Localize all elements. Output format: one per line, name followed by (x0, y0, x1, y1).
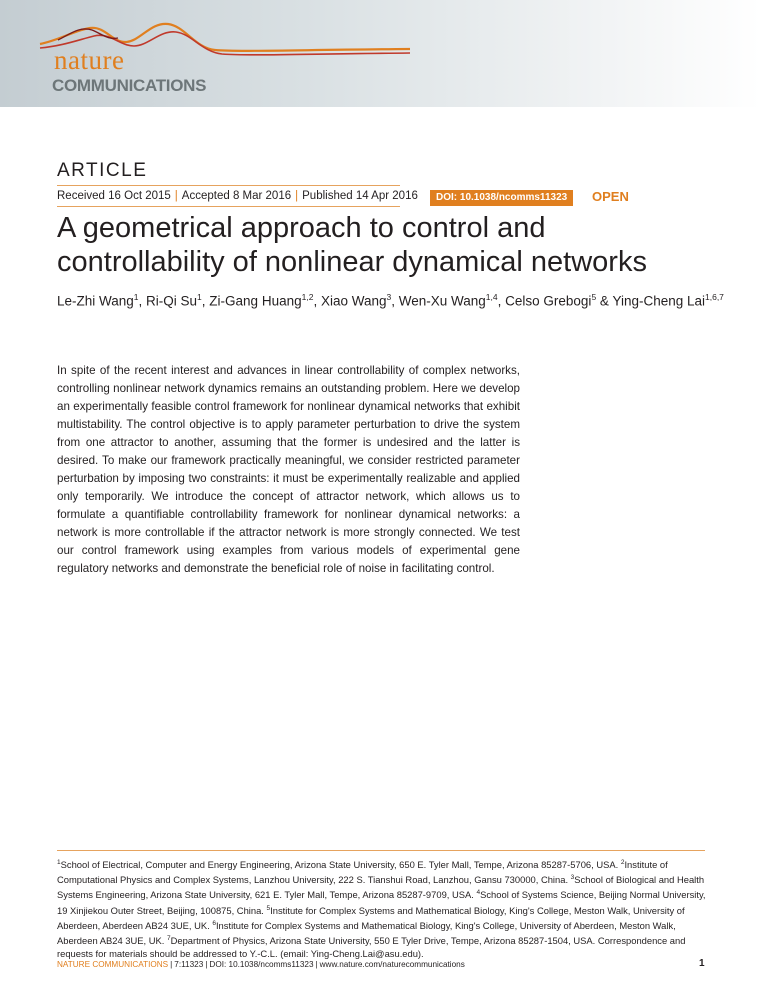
open-access-label: OPEN (592, 189, 629, 204)
footer-journal-name: NATURE COMMUNICATIONS (57, 960, 169, 969)
date-separator: | (295, 190, 299, 202)
published-date: Published 14 Apr 2016 (302, 190, 418, 202)
author-affiliation-marker: 1 (197, 292, 202, 302)
dates-divider-bottom (57, 206, 400, 207)
author-name: Wen-Xu Wang (398, 293, 486, 309)
footer-separator: | (170, 960, 173, 969)
footer-citation: 7:11323 (174, 960, 204, 969)
affiliation-text: School of Biological and Health Systems Engineering, Arizona State University, 621 E. Tyler Mall, Tempe, Arizona 85287-9709, USA. (57, 874, 705, 901)
author-separator: , (391, 293, 399, 309)
affiliation-text: Institute of Computational Physics and Complex Systems, Lanzhou University, 222 S. Tianshui Road, Lanzhou, Gansu 730000, China. (57, 859, 668, 886)
affiliation-number: 6 (212, 919, 216, 927)
author-separator: , (138, 293, 147, 309)
doi-badge[interactable]: DOI: 10.1038/ncomms11323 (430, 190, 573, 206)
page-number: 1 (699, 958, 705, 969)
journal-logo-communications: COMMUNICATIONS (52, 76, 207, 95)
article-type-label: ARTICLE (57, 160, 148, 181)
affiliation-text: Department of Physics, Arizona State University, 550 E Tyler Drive, Tempe, Arizona 85287-1504, USA. (170, 935, 596, 947)
page-footer (57, 960, 465, 969)
affiliations (57, 856, 709, 960)
affiliation-number: 3 (570, 874, 575, 882)
affiliation-number: 7 (166, 935, 171, 943)
footer-separator: | (315, 960, 318, 969)
journal-header-band (0, 0, 761, 107)
author-affiliation-marker: 5 (591, 292, 597, 302)
author-name: Le-Zhi Wang (57, 293, 134, 309)
footer-separator: | (205, 960, 208, 969)
date-separator: | (174, 190, 178, 202)
author-affiliation-marker: 1,6,7 (705, 292, 724, 302)
affiliation-number: 1 (57, 859, 61, 866)
dates-divider-top (57, 185, 400, 186)
author-affiliation-marker: 1,2 (301, 292, 314, 302)
author-list (57, 292, 737, 309)
author-name: Xiao Wang (320, 293, 387, 309)
abstract: In spite of the recent interest and advances in linear controllability of complex networks, controlling nonlinear network dynamics remains an outstanding problem. Here we develop an experimentally feasible control framework for nonlinear dynamical networks that exhibit multistability. The control objective is to apply parameter perturbation to drive the system from one attractor to another, assuming that the former is undesired and the latter is desired. To make our framework practically meaningful, we consider restricted parameter perturbation by imposing two constraints: it must be experimentally realizable and applied only temporarily. We introduce the concept of attractor network, which allows us to formulate a quantifiable controllability framework for nonlinear dynamical networks: a network is more controllable if the attractor network is more strongly connected. We test our control framework using examples from various models of experimental gene regulatory networks and demonstrate the beneficial role of noise in facilitating control. (57, 364, 520, 575)
affiliation-text: School of Electrical, Computer and Energy Engineering, Arizona State University, 650 E. Tyler Mall, Tempe, Arizona 85287-5706, USA. (60, 859, 619, 871)
author-affiliation-marker: 1 (133, 292, 139, 302)
author-separator: & (596, 293, 613, 309)
author-name: Ying-Cheng Lai (612, 293, 705, 309)
publication-dates (57, 190, 418, 202)
affiliations-divider (57, 850, 705, 851)
author-separator: , (313, 293, 321, 309)
affiliation-number: 4 (476, 889, 481, 897)
correspondence-note: Correspondence and requests for materials should be addressed to Y.-C.L. (email: Ying-Cheng.Lai@asu.edu). (57, 935, 686, 960)
affiliation-number: 5 (266, 904, 271, 912)
accepted-date: Accepted 8 Mar 2016 (181, 190, 292, 202)
author-affiliation-marker: 3 (386, 292, 392, 302)
affiliation-text: Institute for Complex Systems and Mathematical Biology, King's College, University of Aberdeen, Meston Walk, Aberdeen AB24 3UE, UK. (57, 920, 676, 947)
journal-logo-nature: nature (54, 45, 125, 75)
author-name: Zi-Gang Huang (209, 293, 302, 309)
author-name: Celso Grebogi (505, 293, 592, 309)
article-title: A geometrical approach to control and controllability of nonlinear dynamical networks (57, 212, 647, 278)
author-name: Ri-Qi Su (146, 293, 198, 309)
affiliation-text: School of Systems Science, Beijing Normal University, 19 Xinjiekou Outer Street, Beijing, 100875, China. (57, 889, 706, 916)
affiliation-text: Institute for Complex Systems and Mathematical Biology, King's College, Meston Walk, University of Aberdeen, Aberdeen AB24 3UE, UK. (57, 904, 685, 931)
author-affiliation-marker: 1,4 (485, 292, 498, 302)
author-separator: , (497, 293, 506, 309)
affiliation-number: 2 (620, 859, 625, 866)
received-date: Received 16 Oct 2015 (57, 190, 171, 202)
footer-url[interactable]: www.nature.com/naturecommunications (319, 960, 465, 969)
footer-doi[interactable]: DOI: 10.1038/ncomms11323 (209, 960, 314, 969)
author-separator: , (201, 293, 210, 309)
